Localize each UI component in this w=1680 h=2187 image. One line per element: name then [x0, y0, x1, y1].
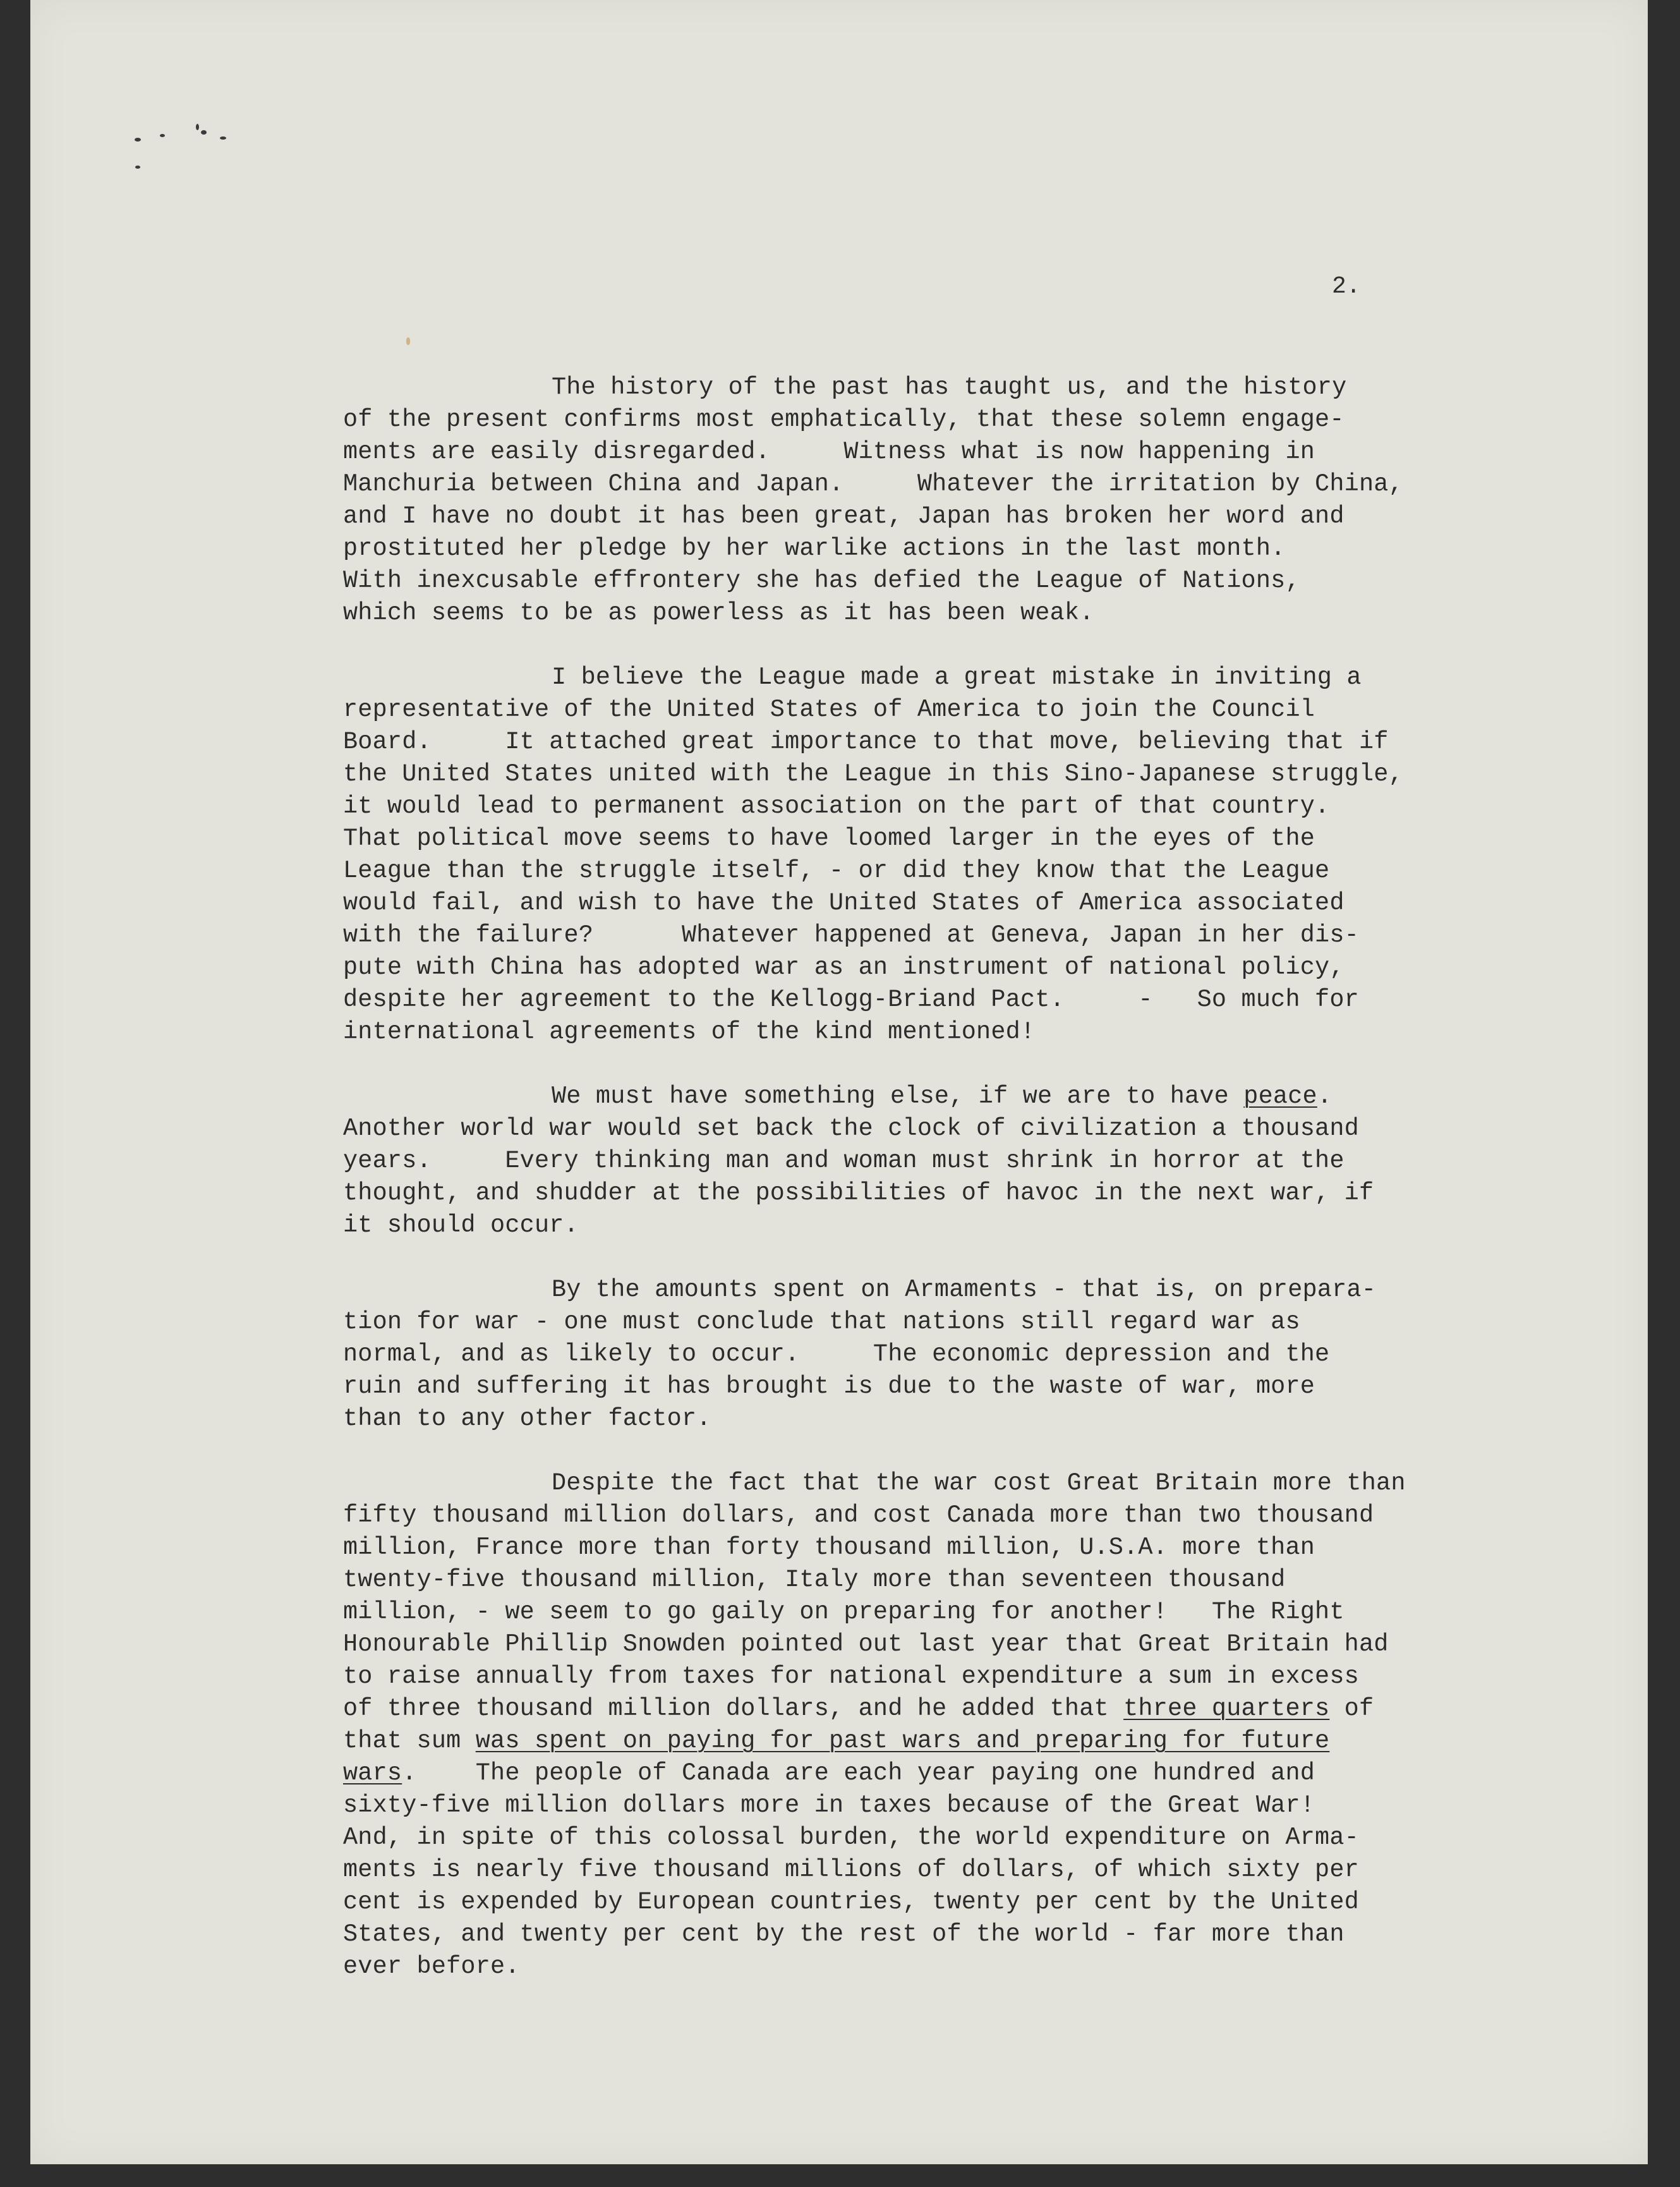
paragraph-1: [343, 372, 1544, 629]
paper-stain: [406, 337, 410, 345]
text-line: The history of the past has taught us, and the history: [552, 373, 1347, 401]
text-line: ments is nearly five thousand millions of dollars, of which sixty per: [343, 1856, 1359, 1884]
text-line: international agreements of the kind mentioned!: [343, 1018, 1036, 1046]
document-page: [30, 0, 1648, 2164]
text-line: would fail, and wish to have the United States of America associated: [343, 889, 1345, 917]
text-line: representative of the United States of America to join the Council: [343, 696, 1315, 724]
typed-letter-body: [343, 372, 1544, 2015]
ink-speck: [201, 130, 207, 135]
paragraph-2: [343, 662, 1544, 1048]
underlined-phrase: was spent on paying for past wars and preparing for future: [475, 1727, 1330, 1755]
text-line: ruin and suffering it has brought is due to the waste of war, more: [343, 1372, 1315, 1400]
text-line: years. Every thinking man and woman must shrink in horror at the: [343, 1147, 1345, 1175]
page-number: 2.: [1332, 273, 1361, 300]
text-line: thought, and shudder at the possibilities of havoc in the next war, if: [343, 1179, 1374, 1207]
text-line: it should occur.: [343, 1211, 579, 1239]
ink-speck: [135, 166, 140, 169]
text-line: I believe the League made a great mistake in inviting a: [552, 663, 1362, 691]
paragraph-5: [343, 1467, 1544, 1983]
text-line: than to any other factor.: [343, 1405, 711, 1433]
text-line: and I have no doubt it has been great, Japan has broken her word and: [343, 502, 1345, 530]
text-line: Board. It attached great importance to that move, believing that if: [343, 728, 1389, 756]
text-line: ever before.: [343, 1953, 520, 1980]
ink-speck: [220, 136, 226, 140]
text-line: normal, and as likely to occur. The economic depression and the: [343, 1340, 1330, 1368]
text-line: Honourable Phillip Snowden pointed out last year that Great Britain had: [343, 1630, 1389, 1658]
text-line: And, in spite of this colossal burden, the world expenditure on Arma-: [343, 1824, 1359, 1851]
text-line: sixty-five million dollars more in taxes because of the Great War!: [343, 1791, 1315, 1819]
text-line: pute with China has adopted war as an instrument of national policy,: [343, 954, 1345, 981]
text-line: League than the struggle itself, - or did they know that the League: [343, 857, 1330, 885]
paragraph-3: [343, 1081, 1544, 1242]
paragraph-4: [343, 1274, 1544, 1435]
text-line: prostituted her pledge by her warlike actions in the last month.: [343, 535, 1286, 562]
text-line: Despite the fact that the war cost Great Britain more than: [552, 1469, 1406, 1497]
text-line: [343, 1757, 1544, 1790]
text-line: [343, 1081, 1544, 1113]
text-line: million, France more than forty thousand million, U.S.A. more than: [343, 1534, 1315, 1561]
ink-speck: [135, 138, 141, 142]
text-line: the United States united with the League in this Sino-Japanese struggle,: [343, 760, 1403, 788]
underlined-phrase: three quarters: [1123, 1695, 1330, 1723]
text-segment: . The people of Canada are each year paying one hundred and: [402, 1759, 1315, 1787]
text-line: By the amounts spent on Armaments - that is, on prepara-: [552, 1276, 1377, 1304]
text-line: [343, 1693, 1544, 1725]
text-line: tion for war - one must conclude that nations still regard war as: [343, 1308, 1300, 1336]
text-line: [343, 1725, 1544, 1757]
text-line: That political move seems to have loomed larger in the eyes of the: [343, 825, 1315, 852]
text-line: States, and twenty per cent by the rest of the world - far more than: [343, 1920, 1345, 1948]
text-line: of the present confirms most emphatically, that these solemn engage-: [343, 406, 1345, 433]
text-segment: of: [1329, 1695, 1374, 1723]
text-line: twenty-five thousand million, Italy more than seventeen thousand: [343, 1566, 1286, 1594]
text-segment: that sum: [343, 1727, 476, 1755]
ink-speck: [160, 134, 165, 137]
text-segment: .: [1317, 1082, 1333, 1110]
text-line: cent is expended by European countries, twenty per cent by the United: [343, 1888, 1359, 1916]
text-line: fifty thousand million dollars, and cost Canada more than two thousand: [343, 1501, 1374, 1529]
text-line: Manchuria between China and Japan. Whatever the irritation by China,: [343, 470, 1403, 498]
text-line: ments are easily disregarded. Witness what is now happening in: [343, 438, 1315, 466]
text-segment: We must have something else, if we are to have: [552, 1082, 1244, 1110]
text-line: million, - we seem to go gaily on preparing for another! The Right: [343, 1598, 1345, 1626]
text-line: which seems to be as powerless as it has been weak.: [343, 599, 1094, 627]
text-line: it would lead to permanent association on the part of that country.: [343, 792, 1330, 820]
underlined-word: wars: [343, 1759, 402, 1787]
text-line: with the failure? Whatever happened at Geneva, Japan in her dis-: [343, 921, 1359, 949]
text-line: to raise annually from taxes for national expenditure a sum in excess: [343, 1663, 1359, 1690]
text-line: With inexcusable effrontery she has defied the League of Nations,: [343, 567, 1300, 595]
ink-speck: [196, 124, 199, 130]
text-line: despite her agreement to the Kellogg-Briand Pact. - So much for: [343, 986, 1359, 1014]
underlined-word: peace: [1243, 1082, 1317, 1110]
text-segment: of three thousand million dollars, and he added that: [343, 1695, 1124, 1723]
text-line: Another world war would set back the clock of civilization a thousand: [343, 1115, 1359, 1142]
